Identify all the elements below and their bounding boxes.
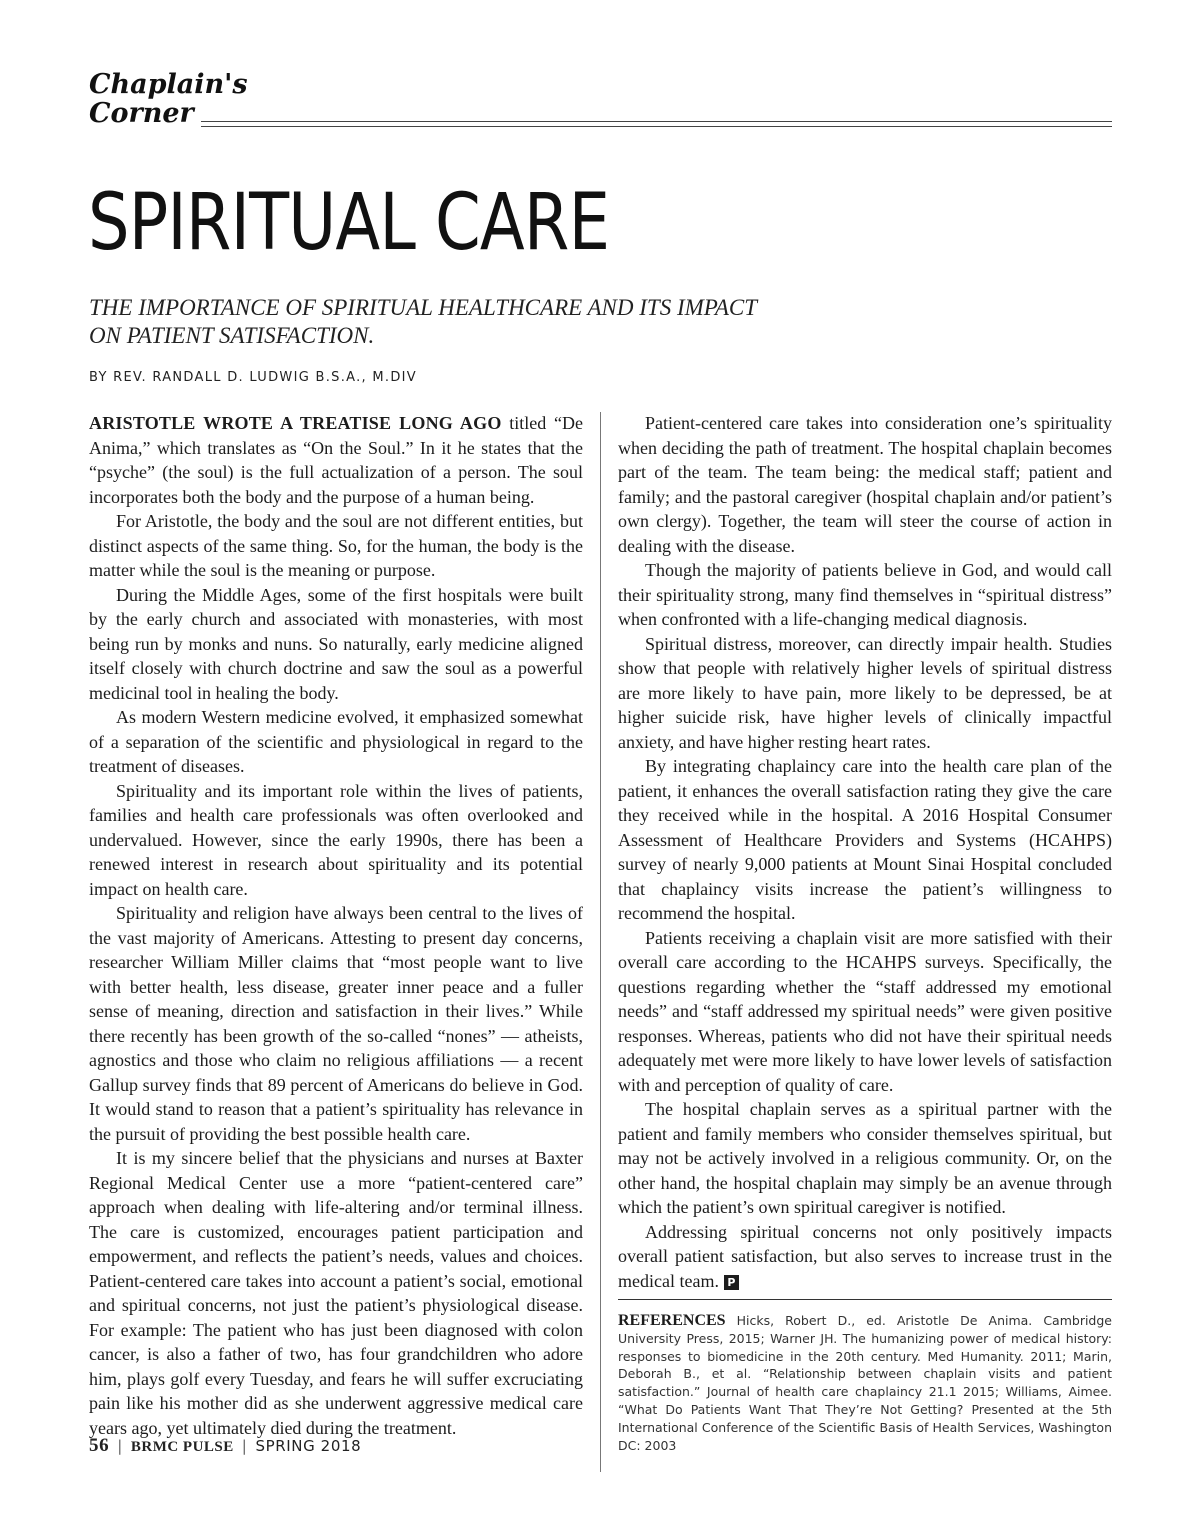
- byline: BY REV. RANDALL D. LUDWIG B.S.A., M.DIV: [89, 370, 417, 385]
- paragraph: Spiritual distress, moreover, can directly impair health. Studies show that people with relatively higher levels of spiritual distress are more likely to have pain, more likely to be depressed, be at higher suicide risk, have higher levels of clinically impactful anxiety, and have higher resting heart rates.: [618, 633, 1112, 752]
- footer-separator: |: [241, 1437, 248, 1455]
- section-rule: [201, 121, 1112, 127]
- paragraph: Patients receiving a chaplain visit are more satisfied with their overall care according to the HCAHPS surveys. Specifically, the questions regarding whether the “staff addressed my emotional needs” and “staff addressed my spiritual needs” were given positive responses. Whereas, patients who did not have their spiritual needs adequately met were more likely to have lower levels of satisfaction with and perception of quality of care.: [618, 927, 1112, 1095]
- subtitle-line2: ON PATIENT SATISFACTION.: [89, 323, 375, 348]
- article-title: SPIRITUAL CARE: [88, 178, 610, 268]
- article-subtitle: [89, 294, 889, 350]
- paragraph: Spirituality and its important role within the lives of patients, families and health care professionals was often overlooked and undervalued. However, since the early 1990s, there has been a renewed interest in research about spirituality and its potential impact on health care.: [89, 780, 583, 899]
- references-text: Hicks, Robert D., ed. Aristotle De Anima. Cambridge University Press, 2015; Warner JH. The humanizing power of medical history: responses to biomedicine in the 20th century. Med Humanity. 2011; Marin, Deborah B., et al. “Relationship between chaplain visits and patient satisfaction.” Journal of health care chaplaincy 21.1 2015; Williams, Aimee. “What Do Patients Want That They’re Not Getting? Presented at the 5th International Conference of the Scientific Basis of Health Services, Washington DC: 2003: [618, 1313, 1112, 1453]
- publication-name: BRMC PULSE: [130, 1439, 234, 1455]
- paragraph: Though the majority of patients believe in God, and would call their spirituality strong, many find themselves in “spiritual distress” when confronted with a life-changing medical diagnosis.: [618, 560, 1112, 629]
- section-label: [89, 70, 248, 128]
- paragraph: During the Middle Ages, some of the first hospitals were built by the early church and associated with monasteries, with most being run by monks and nuns. So naturally, early medicine aligned itself closely with church doctrine and saw the soul as a powerful medicinal tool in healing the body.: [89, 584, 583, 703]
- references-rule: [618, 1299, 1112, 1300]
- final-paragraph-text: Addressing spiritual concerns not only positively impacts overall patient satisfaction, but also serves to increase trust in the medical team.: [618, 1221, 1112, 1291]
- end-mark-icon: P: [724, 1275, 739, 1290]
- column-divider: [600, 412, 601, 1472]
- footer-separator: |: [117, 1437, 123, 1455]
- paragraph: Spirituality and religion have always been central to the lives of the vast majority of Americans. Attesting to present day concerns, researcher William Miller claims that “most people want to live with better health, less disease, greater inner peace and a fuller sense of meaning, direction and satisfaction in their lives.” While there recently has been growth of the so-called “nones” — atheists, agnostics and those who claim no religious affiliations — a recent Gallup survey finds that 89 percent of Americans do believe in God. It would stand to reason that a patient’s spirituality has relevance in the pursuit of providing the best possible health care.: [89, 903, 583, 1144]
- lead-text: titled “De Anima,” which translates as “On the Soul.” In it he states that the “psyche” (the soul) is the full actualization of a person. The soul incorporates both the body and the purpose of a human being.: [89, 413, 583, 507]
- references: [618, 1312, 1112, 1454]
- paragraph: For Aristotle, the body and the soul are not different entities, but distinct aspects of the same thing. So, for the human, the body is the matter while the soul is the meaning or purpose.: [89, 511, 583, 580]
- page-number: 56: [89, 1435, 110, 1456]
- final-paragraph: [618, 1220, 1112, 1294]
- section-label-line1: Chaplain's: [89, 69, 248, 100]
- issue-date: SPRING 2018: [255, 1437, 362, 1455]
- section-label-line2: Corner: [89, 98, 194, 129]
- article-column-left: [89, 411, 583, 1440]
- lead-in-caps: ARISTOTLE WROTE A TREATISE LONG AGO: [89, 413, 502, 433]
- subtitle-line1: THE IMPORTANCE OF SPIRITUAL HEALTHCARE AND ITS IMPACT: [89, 295, 758, 320]
- lead-paragraph: [89, 411, 583, 509]
- paragraph: As modern Western medicine evolved, it emphasized somewhat of a separation of the scientific and physiological in regard to the treatment of diseases.: [89, 707, 583, 776]
- paragraph: The hospital chaplain serves as a spiritual partner with the patient and family members who consider themselves spiritual, but may not be actively involved in a religious community. Or, on the other hand, the hospital chaplain may simply be an avenue through which the patient’s own spiritual caregiver is notified.: [618, 1099, 1112, 1217]
- article-column-right: [618, 411, 1112, 1293]
- page-footer: [89, 1435, 361, 1457]
- paragraph: It is my sincere belief that the physicians and nurses at Baxter Regional Medical Center use a more “patient-centered care” approach when dealing with life-altering and/or terminal illness. The care is customized, encourages patient participation and empowerment, and reflects the patient’s needs, values and choices. Patient-centered care takes into account a patient’s social, emotional and spiritual concerns, not just the patient’s physiological disease. For example: The patient who has just been diagnosed with colon cancer, is also a father of two, has four grandchildren who adore him, plays golf every Tuesday, and fears he will suffer excruciating pain like his mother did as she underwent aggressive medical care years ago, yet ultimately died during the treatment.: [89, 1148, 583, 1438]
- paragraph: By integrating chaplaincy care into the health care plan of the patient, it enhances the overall satisfaction rating they give the care they received while in the hospital. A 2016 Hospital Consumer Assessment of Healthcare Providers and Systems (HCAHPS) survey of nearly 9,000 patients at Mount Sinai Hospital concluded that chaplaincy visits increase the patient’s willingness to recommend the hospital.: [618, 756, 1112, 923]
- paragraph: Patient-centered care takes into consideration one’s spirituality when deciding the path of treatment. The hospital chaplain becomes part of the team. The team being: the medical staff; patient and family; and the pastoral caregiver (hospital chaplain and/or patient’s own clergy). Together, the team will steer the course of action in dealing with the disease.: [618, 413, 1112, 556]
- references-label: REFERENCES: [618, 1312, 726, 1329]
